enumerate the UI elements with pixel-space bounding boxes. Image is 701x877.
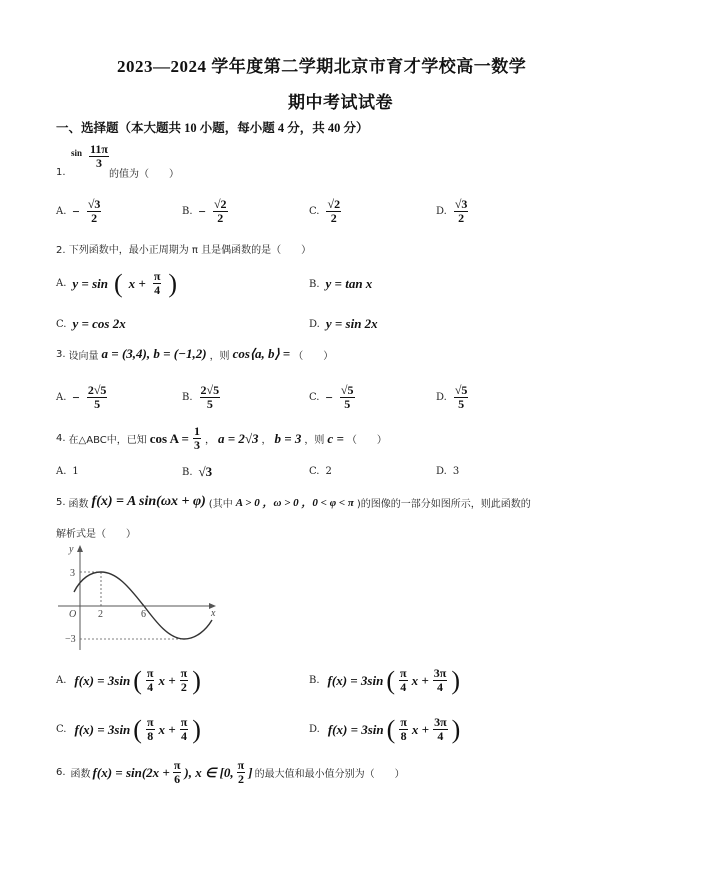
option-b[interactable]: B. √3 [182,464,213,479]
option-c[interactable]: C. $\frac{√2}{2}$ [309,197,341,225]
question-number: 1. [56,167,66,178]
exam-title-line2: 期中考试试卷 [288,93,393,112]
x-tick-6: 6 [141,609,146,620]
option-a[interactable]: A. y = sin ( x + $\frac{\pi}{4}$ ) [56,268,178,298]
option-b[interactable]: B. f(x) = 3sin ( $\frac{\pi}{4}$ x + $\frac{3\pi}{4}$ ) [309,665,460,695]
option-d[interactable]: D. f(x) = 3sin ( $\frac{\pi}{8}$ x + $\frac{3\pi}{4}$ ) [309,714,461,744]
origin-label: O [69,609,77,620]
exam-title-line1: 2023—2024 学年度第二学期北京市育才学校高一数学 [117,57,527,76]
sine-graph-figure [56,542,221,654]
option-a[interactable]: A. f(x) = 3sin ( $\frac{\pi}{4}$ x + $\frac{\pi}{2}$ ) [56,665,201,695]
y-axis-label: y [69,544,74,555]
option-c[interactable]: C. 2 [309,466,332,477]
question-number: 3. [56,348,66,360]
fraction: $\frac{11\pi}{3}$ [90,142,108,170]
question-text: 的值为（ ） [109,169,179,180]
option-d[interactable]: D. $\frac{√3}{2}$ [436,197,468,225]
x-tick-2: 2 [98,609,103,620]
question-text: 下列函数中，最小正周期为 π 且是偶函数的是（ ） [68,245,312,256]
option-b[interactable]: B. $\frac{2√5}{5}$ [182,383,220,411]
y-tick-3: 3 [70,568,75,579]
question-5-line2: 解析式是（ ） [56,529,136,540]
y-tick-neg3: −3 [65,634,76,645]
x-axis-label: x [211,608,216,619]
question-3: 3. 设向量 a = (3,4), b = (−1,2) ，则 cos⟨a, b⟩ = （ ） [56,346,334,362]
option-a[interactable]: A. 1 [56,466,79,477]
question-number: 6. [56,767,66,778]
y-axis-arrow-icon [77,545,83,552]
question-6: 6. 函数 f(x) = sin(2x + $\frac{\pi}{6}$ ), x ∈ [0, $\frac{\pi}{2}$ ] 的最大值和最小值分别为（ ） [56,758,405,786]
option-b[interactable]: B. − $\frac{√2}{2}$ [182,197,227,225]
section-heading: 一、选择题（本大题共 10 小题，每小题 4 分，共 40 分） [56,121,369,135]
question-4: 4. 在△ABC中，已知 cos A = $\frac{1}{3}$ ， a = 2√3 ， b = 3 ，则 c = （ ） [56,424,387,452]
option-a[interactable]: A. − $\frac{√3}{2}$ [56,197,101,225]
option-d[interactable]: D. $\frac{√5}{5}$ [436,383,468,411]
option-c[interactable]: C. y = cos 2x [56,316,126,331]
option-a[interactable]: A. − $\frac{2√5}{5}$ [56,383,107,411]
question-number: 2. [56,245,66,256]
option-c[interactable]: C. f(x) = 3sin ( $\frac{\pi}{8}$ x + $\frac{\pi}{4}$ ) [56,714,201,744]
option-c[interactable]: C. − $\frac{√5}{5}$ [309,383,354,411]
option-d[interactable]: D. 3 [436,466,460,477]
question-5: 5. 函数 f(x) = A sin(ωx + φ) (其中 A > 0 ，ω > 0 ，0 < φ < π )的图像的一部分如图所示，则此函数的 [56,494,531,510]
sin-label: sin [71,148,83,158]
option-d[interactable]: D. y = sin 2x [309,316,378,331]
question-number: 4. [56,433,66,444]
option-b[interactable]: B. y = tan x [309,276,373,291]
question-2 [56,241,311,256]
question-number: 5. [56,496,66,508]
